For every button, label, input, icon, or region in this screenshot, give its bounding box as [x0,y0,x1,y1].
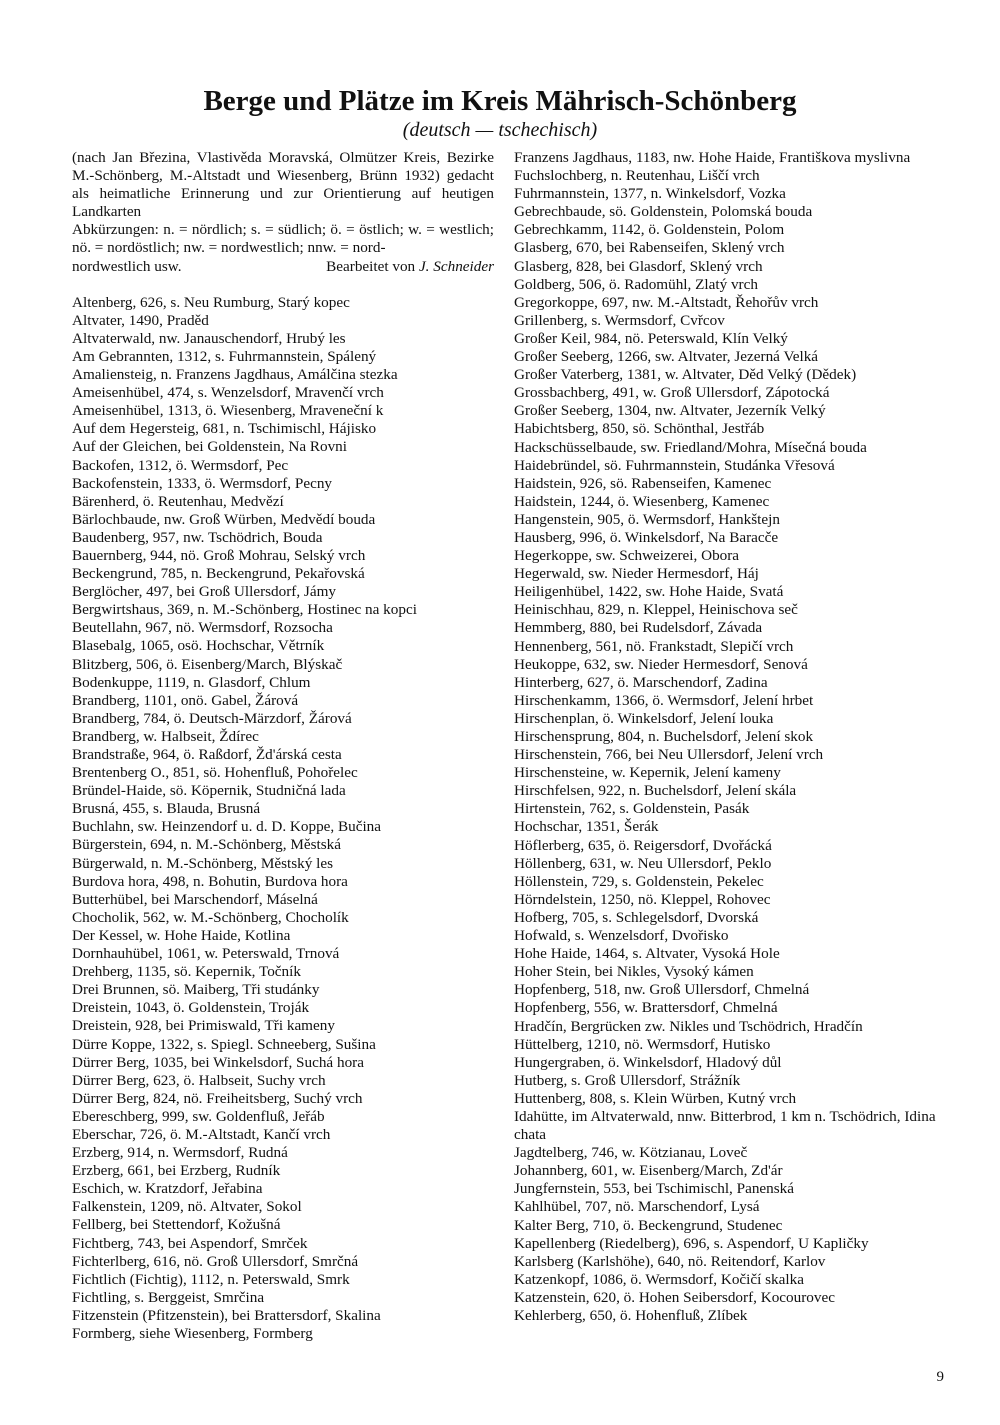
place-entry: Blitzberg, 506, ö. Eisenberg/March, Blýskač [72,655,343,673]
place-entry: Höllenberg, 631, w. Neu Ullersdorf, Peklo [514,854,772,872]
place-entry: Kehlerberg, 650, ö. Hohenfluß, Zlíbek [514,1307,748,1324]
place-entry: Gebrechbaude, sö. Goldenstein, Polomská bouda [514,203,813,221]
place-entry: Drei Brunnen, sö. Maiberg, Tři studánky [72,981,320,999]
place-entry: Bründel-Haide, sö. Köpernik, Studničná lada [72,782,346,800]
place-entry: Brandberg, w. Halbseit, Ždírec [72,727,259,745]
intro-source: (nach Jan Březina, Vlastivěda Moravská, Olmützer Kreis, Bezirke M.-Schönberg, M.-Altstadt und Wiesenberg, Brünn 1932) gedacht als heimatliche Erinnerung und zur Orientierung auf heutigen Landkarten [72,149,494,221]
place-entry: Jungfernstein, 553, bei Tschimischl, Panenská [514,1180,795,1198]
place-entry: Der Kessel, w. Hohe Haide, Kotlina [72,926,291,944]
place-entry: Bodenkuppe, 1119, n. Glasdorf, Chlum [72,673,311,691]
place-entry: Habichtsberg, 850, sö. Schönthal, Jestřáb [514,420,765,438]
place-entry: Altvaterwald, nw. Janauschendorf, Hrubý les [72,329,346,347]
place-entry: Großer Seeberg, 1304, nw. Altvater, Jezerník Velký [514,402,826,420]
place-entry: Am Gebrannten, 1312, s. Fuhrmannstein, Spálený [72,347,377,365]
place-entry: Dreistein, 1043, ö. Goldenstein, Troják [72,999,310,1017]
place-entry: Hüttelberg, 1210, nö. Wermsdorf, Hutisko [514,1035,771,1053]
place-entry: Kapellenberg (Riedelberg), 696, s. Aspendorf, U Kapličky [514,1234,869,1252]
place-entry: Hirschensprung, 804, n. Buchelsdorf, Jelení skok [514,728,814,745]
byline-prefix: Bearbeitet von [326,257,416,275]
place-entry: Höflerberg, 635, ö. Reigersdorf, Dvořácká [514,836,772,854]
place-entry: Hörndelstein, 1250, nö. Kleppel, Rohovec [514,890,771,908]
place-entry: Heiligenhübel, 1422, sw. Hohe Haide, Svatá [514,583,784,601]
place-entry: Hemmberg, 880, bei Rudelsdorf, Závada [514,619,763,637]
place-entry: Dornhauhübel, 1061, w. Peterswald, Trnová [72,945,340,963]
place-entry: Altvater, 1490, Praděd [72,311,209,329]
place-entry: Glasberg, 670, bei Rabenseifen, Sklený vrch [514,239,785,257]
left-column [72,149,494,1343]
place-entry: Haidstein, 1244, ö. Wiesenberg, Kamenec [514,492,770,510]
place-entry: Chocholik, 562, w. M.-Schönberg, Chocholík [72,908,349,926]
place-entry: Idahütte, im Altvaterwald, nnw. Bitterbrod, 1 km n. Tschödrich, Idina chata [514,1107,936,1144]
place-entry: Burdova hora, 498, n. Bohutin, Burdova hora [72,872,348,890]
place-entry: Kahlhübel, 707, nö. Marschendorf, Lysá [514,1198,760,1216]
place-entry: Fitzenstein (Pfitzenstein), bei Brattersdorf, Skalina [72,1306,381,1324]
place-entry: Eberschar, 726, ö. M.-Altstadt, Kančí vrch [72,1125,331,1143]
place-entry: Heinischhau, 829, n. Kleppel, Heinischova seč [514,601,798,619]
place-entry: Hofwald, s. Wenzelsdorf, Dvořisko [514,927,729,945]
place-entry: Auf der Gleichen, bei Goldenstein, Na Rovni [72,438,347,456]
place-entry: Blasebalg, 1065, osö. Hochschar, Větrník [72,637,325,655]
place-entry: Franzens Jagdhaus, 1183, nw. Hohe Haide, Františkova myslivna [514,149,911,166]
place-entry: Erzberg, 661, bei Erzberg, Rudník [72,1162,281,1180]
place-entry: Ameisenhübel, 474, s. Wenzelsdorf, Mravenčí vrch [72,384,384,402]
place-entry: Hinterberg, 627, ö. Marschendorf, Zadina [514,673,768,691]
place-entry: Beckengrund, 785, n. Beckengrund, Pekařovská [72,565,365,583]
place-entry: Bauernberg, 944, nö. Groß Mohrau, Selský vrch [72,546,366,564]
place-entry: Grossbachberg, 491, w. Groß Ullersdorf, Zápotocká [514,384,830,402]
place-entry: Höllenstein, 729, s. Goldenstein, Pekelec [514,872,764,890]
place-entry: Beutellahn, 967, nö. Wermsdorf, Rozsocha [72,619,333,637]
abbreviations-end-text: nordwestlich usw. [72,257,182,275]
place-entry: Hackschüsselbaude, sw. Friedland/Mohra, Mísečná bouda [514,438,867,456]
place-entry: Falkenstein, 1209, nö. Altvater, Sokol [72,1198,302,1216]
place-entry: Gebrechkamm, 1142, ö. Goldenstein, Polom [514,221,785,239]
place-entry: Hoher Stein, bei Nikles, Vysoký kámen [514,963,754,981]
place-entry: Großer Seeberg, 1266, sw. Altvater, Jezerná Velká [514,348,819,366]
place-entry: Dürre Koppe, 1322, s. Spiegl. Schneeberg, Sušina [72,1035,376,1053]
place-entry: Katzenstein, 620, ö. Hohen Seibersdorf, Kocourovec [514,1288,835,1306]
place-entry: Hirschenplan, ö. Winkelsdorf, Jelení louka [514,709,774,727]
place-entry: Bürgerstein, 694, n. M.-Schönberg, Městská [72,836,341,854]
place-entry: Großer Vaterberg, 1381, w. Altvater, Děd Velký (Dědek) [514,366,857,384]
place-entry: Bärlochbaude, nw. Groß Würben, Medvědí bouda [72,510,376,528]
place-entry: Hutberg, s. Groß Ullersdorf, Strážník [514,1071,741,1089]
place-entry: Fuhrmannstein, 1377, n. Winkelsdorf, Vozka [514,185,786,203]
place-entry: Hochschar, 1351, Šerák [514,818,659,836]
place-entry: Backofenstein, 1333, ö. Wermsdorf, Pecny [72,474,333,492]
place-entry: Huttenberg, 808, s. Klein Würben, Kutný vrch [514,1089,797,1107]
place-entry: Hegerkoppe, sw. Schweizerei, Obora [514,547,740,565]
place-entry: Haidebründel, sö. Fuhrmannstein, Studánka Vřesová [514,456,835,474]
right-entry-list [514,149,942,1325]
place-entry: Brandberg, 784, ö. Deutsch-Märzdorf, Žárová [72,709,352,727]
place-entry: Altenberg, 626, s. Neu Rumburg, Starý kopec [72,293,350,311]
place-entry: Eschich, w. Kratzdorf, Jeřabina [72,1180,263,1198]
page-subtitle: (deutsch — tschechisch) [402,119,598,141]
place-entry: Kalter Berg, 710, ö. Beckengrund, Studenec [514,1216,783,1234]
place-entry: Grillenberg, s. Wermsdorf, Cvřcov [514,311,725,329]
place-entry: Heukoppe, 632, sw. Nieder Hermesdorf, Senová [514,655,808,673]
place-entry: Jagdtelberg, 746, w. Kötzianau, Loveč [514,1144,748,1162]
place-entry: Hopfenberg, 518, nw. Groß Ullersdorf, Chmelná [514,981,810,999]
right-column [514,149,942,1325]
place-entry: Dürrer Berg, 824, nö. Freiheitsberg, Suchý vrch [72,1089,363,1107]
place-entry: Hausberg, 996, ö. Winkelsdorf, Na Baracče [514,528,779,546]
place-entry: Backofen, 1312, ö. Wermsdorf, Pec [72,456,289,474]
intro-spacer [72,276,494,294]
place-entry: Gregorkoppe, 697, nw. M.-Altstadt, Řehořův vrch [514,293,819,311]
place-entry: Auf dem Hegersteig, 681, n. Tschimischl, Hájisko [72,420,377,438]
place-entry: Hopfenberg, 556, w. Brattersdorf, Chmelná [514,999,778,1017]
place-entry: Hungergraben, ö. Winkelsdorf, Hladový důl [514,1053,782,1071]
place-entry: Hirschenstein, 766, bei Neu Ullersdorf, Jelení vrch [514,746,824,764]
page-number: 9 [936,1369,944,1385]
place-entry: Butterhübel, bei Marschendorf, Máselná [72,890,318,908]
intro-abbreviations: Abkürzungen: n. = nördlich; s. = südlich; ö. = östlich; w. = westlich; nö. = nordöstlich; nw. = nordwestlich; nnw. = nord- [72,221,494,257]
left-entry-list [72,294,494,1343]
place-entry: Amaliensteig, n. Franzens Jagdhaus, Amálčina stezka [72,366,398,384]
intro-abbreviations-end [72,258,494,276]
place-entry: Ameisenhübel, 1313, ö. Wiesenberg, Mraveneční k [72,402,384,420]
place-entry: Fuchslochberg, n. Reutenhau, Liščí vrch [514,167,760,185]
place-entry: Karlsberg (Karlshöhe), 640, nö. Reitendorf, Karlov [514,1252,826,1270]
place-entry: Hegerwald, sw. Nieder Hermesdorf, Háj [514,565,759,583]
place-entry: Hohe Haide, 1464, s. Altvater, Vysoká Hole [514,945,780,963]
place-entry: Brandberg, 1101, onö. Gabel, Žárová [72,691,299,709]
place-entry: Dreistein, 928, bei Primiswald, Tři kameny [72,1017,335,1035]
place-entry: Dürrer Berg, 1035, bei Winkelsdorf, Suchá hora [72,1053,364,1071]
place-entry: Hradčín, Bergrücken zw. Nikles und Tschödrich, Hradčín [514,1017,863,1035]
place-entry: Bärenherd, ö. Reutenhau, Medvězí [72,492,284,510]
page-title: Berge und Plätze im Kreis Mährisch-Schönberg [203,85,797,117]
intro-block [72,149,494,276]
place-entry: Großer Keil, 984, nö. Peterswald, Klín Velký [514,329,788,347]
place-entry: Ebereschberg, 999, sw. Goldenfluß, Jeřáb [72,1107,325,1125]
place-entry: Formberg, siehe Wiesenberg, Formberg [72,1325,313,1342]
place-entry: Glasberg, 828, bei Glasdorf, Sklený vrch [514,257,763,275]
place-entry: Fichterlberg, 616, nö. Groß Ullersdorf, Smrčná [72,1252,359,1270]
place-entry: Hangenstein, 905, ö. Wermsdorf, Hankštejn [514,510,780,528]
place-entry: Brentenberg O., 851, sö. Hohenfluß, Pohořelec [72,764,358,782]
place-entry: Berglöcher, 497, bei Groß Ullersdorf, Jámy [72,583,336,601]
place-entry: Bürgerwald, n. M.-Schönberg, Městský les [72,854,333,872]
place-entry: Hirschenkamm, 1366, ö. Wermsdorf, Jelení hrbet [514,691,814,709]
place-entry: Fichtberg, 743, bei Aspendorf, Smrček [72,1234,308,1252]
place-entry: Hirtenstein, 762, s. Goldenstein, Pasák [514,800,750,818]
place-entry: Buchlahn, sw. Heinzendorf u. d. D. Koppe, Bučina [72,818,382,836]
place-entry: Fichtling, s. Berggeist, Smrčina [72,1288,265,1306]
byline-name: J. Schneider [418,257,494,275]
place-entry: Brandstraße, 964, ö. Raßdorf, Žd'árská cesta [72,746,342,763]
place-entry: Katzenkopf, 1086, ö. Wermsdorf, Kočičí skalka [514,1270,804,1288]
place-entry: Drehberg, 1135, sö. Kepernik, Točník [72,963,301,981]
place-entry: Hirschfelsen, 922, n. Buchelsdorf, Jelení skála [514,782,797,800]
place-entry: Erzberg, 914, n. Wermsdorf, Rudná [72,1144,288,1162]
place-entry: Fichtlich (Fichtig), 1112, n. Peterswald, Smrk [72,1270,350,1288]
place-entry: Baudenberg, 957, nw. Tschödrich, Bouda [72,528,323,546]
place-entry: Hirschensteine, w. Kepernik, Jelení kameny [514,764,781,782]
place-entry: Fellberg, bei Stettendorf, Kožušná [72,1216,281,1234]
place-entry: Johannberg, 601, w. Eisenberg/March, Zd'ár [514,1162,783,1180]
place-entry: Bergwirtshaus, 369, n. M.-Schönberg, Hostinec na kopci [72,601,417,619]
place-entry: Goldberg, 506, ö. Radomühl, Zlatý vrch [514,275,758,293]
place-entry: Hennenberg, 561, nö. Frankstadt, Slepičí vrch [514,637,794,655]
place-entry: Haidstein, 926, sö. Rabenseifen, Kamenec [514,474,772,492]
place-entry: Dürrer Berg, 623, ö. Halbseit, Suchy vrch [72,1071,326,1089]
byline [326,258,494,276]
place-entry: Brusná, 455, s. Blauda, Brusná [72,800,261,818]
place-entry: Hofberg, 705, s. Schlegelsdorf, Dvorská [514,908,759,926]
